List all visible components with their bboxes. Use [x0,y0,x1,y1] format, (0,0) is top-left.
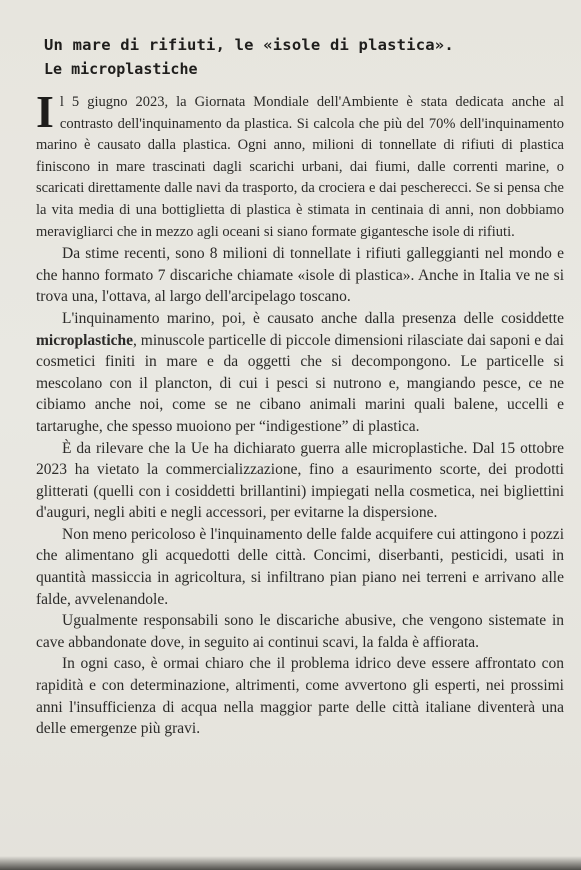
article-title: Un mare di rifiuti, le «isole di plastica». [44,36,454,54]
paragraph-5: Non meno pericoloso è l'inquinamento delle falde acquifere cui attingono i pozzi che alimentano gli acquedotti delle città. Concimi, diserbanti, pesticidi, usati in quantità massiccia in agricoltura, si infiltrano pian piano nei terreni e arrivano alle falde, avvelenandole. [36,525,564,608]
paragraph-4: È da rilevare che la Ue ha dichiarato guerra alle microplastiche. Dal 15 ottobre 2023 ha vietato la commercializzazione, fino a esaurimento scorte, dei prodotti glitterati (quelli con i cosiddetti brillantini) impiegati nella cosmetica, nei bigliettini d'auguri, negli abiti e negli accessori, per evitarne la dispersione. [36,439,564,522]
paragraph-6: Ugualmente responsabili sono le discariche abusive, che vengono sistemate in cave abbandonate dove, in seguito ai continui scavi, la falda è affiorata. [36,612,564,651]
page-edge-shadow [0,856,581,870]
article [36,36,564,740]
paragraph-2: Da stime recenti, sono 8 milioni di tonnellate i rifiuti galleggianti nel mondo e che hanno formato 7 discariche chiamate «isole di plastica». Anche in Italia ve ne si trova una, l'ottava, al largo dell'arcipelago toscano. [36,245,564,306]
paragraph-1-text: l 5 giugno 2023, la Giornata Mondiale dell'Ambiente è stata dedicata anche al contrasto dell'inquinamento da plastica. Si calcola che più del 70% dell'inquinamento marino è causato dalla plastica. Ogni anno, milioni di tonnellate di rifiuti di plastica finiscono in mare trascinati dagli scarichi urbani, dai fiumi, dalle correnti marine, o scaricati direttamente dalle navi da trasporto, da crociera e dai pescherecci. Se si pensa che la vita media di una bottiglietta di plastica è stimata in centinaia di anni, non dobbiamo meravigliarci che in mezzo agli oceani si siano formate gigantesche isole di rifiuti. [36,94,564,240]
keyword-microplastiche: microplastiche [36,331,134,349]
paragraph-3 [36,308,564,438]
drop-cap: I [36,86,54,137]
article-body [36,86,564,740]
paragraph-1 [36,86,564,243]
article-subtitle: Le microplastiche [44,60,198,78]
paragraph-3-text-b: , minuscole particelle di piccole dimensioni rilasciate dai saponi e dai cosmetici finiti in mare e da oggetti che si decompongono. Le particelle si mescolano con il plancton, di cui i pesci si nutrono e, mangiando pesce, ce ne cibiamo anche noi, come se ne cibano animali marini quali balene, uccelli e tartarughe, che spesso muoiono per “indigestione” di plastica. [36,331,564,435]
paragraph-3-text-a: L'inquinamento marino, poi, è causato anche dalla presenza delle cosiddette [62,309,564,327]
paragraph-7: In ogni caso, è ormai chiaro che il problema idrico deve essere affrontato con rapidità e con determinazione, altrimenti, come avvertono gli esperti, nei prossimi anni l'insufficienza di acqua nella maggior parte delle città italiane diventerà una delle emergenze più gravi. [36,655,564,738]
